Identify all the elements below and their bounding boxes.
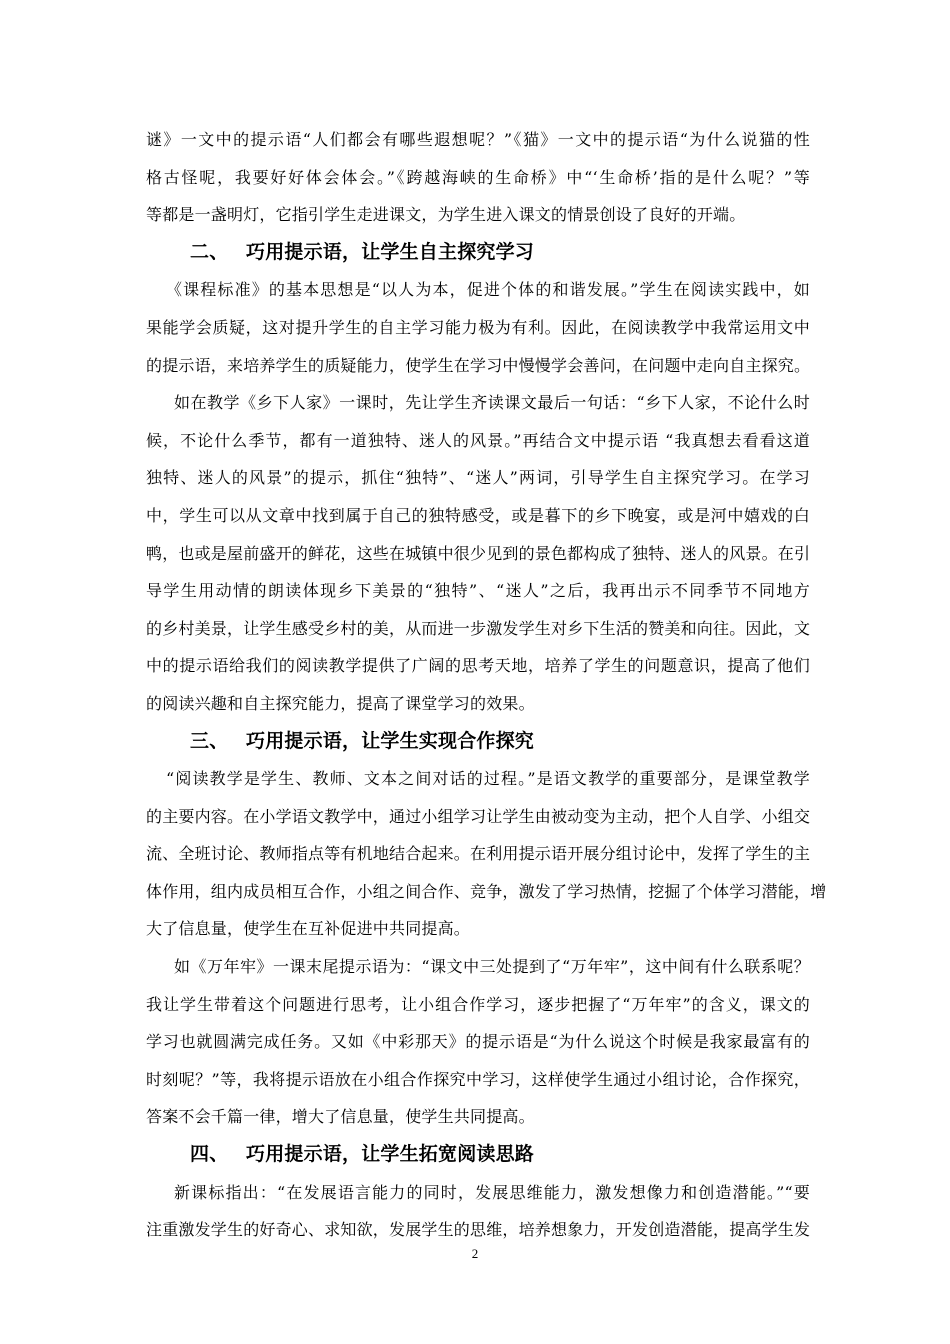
text-line: 的阅读兴趣和自主探究能力，提高了课堂学习的效果。 — [146, 693, 535, 713]
text-line: 如《万年牢》一课末尾提示语为：“课文中三处提到了“万年牢”，这中间有什么联系呢？ — [174, 957, 810, 977]
text-line: 的乡村美景，让学生感受乡村的美，从而进一步激发学生对乡下生活的赞美和向往。因此，文 — [146, 618, 811, 638]
text-line: 流、全班讨论、教师指点等有机地结合起来。在利用提示语开展分组讨论中，发挥了学生的主 — [146, 844, 811, 864]
section-heading — [146, 723, 810, 761]
section-heading — [146, 234, 810, 272]
text-line: 的主要内容。在小学语文教学中，通过小组学习让学生由被动变为主动，把个人自学、小组交 — [146, 806, 811, 826]
section-title: 巧用提示语，让学生实现合作探究 — [246, 729, 535, 752]
text-line: 中，学生可以从文章中找到属于自己的独特感受，或是暮下的乡下晚宴，或是河中嬉戏的白 — [146, 505, 810, 525]
page-body — [146, 121, 827, 1249]
text-line: 《课程标准》的基本思想是“以人为本，促进个体的和谐发展。”学生在阅读实践中，如 — [166, 280, 810, 300]
section-title: 巧用提示语，让学生拓宽阅读思路 — [246, 1143, 535, 1166]
section-number: 二、 — [190, 240, 229, 263]
text-line: 谜》一文中的提示语“人们都会有哪些遐想呢？”《猫》一文中的提示语“为什么说猫的性 — [146, 130, 810, 149]
text-line: 新课标指出：“在发展语言能力的同时，发展思维能力，激发想像力和创造潜能。”“要 — [174, 1182, 810, 1202]
text-line: 格古怪呢，我要好好体会体会。”《跨越海峡的生命桥》中“‘生命桥’指的是什么呢？”等 — [146, 167, 810, 187]
section-number: 四、 — [190, 1143, 229, 1166]
text-line: 独特、迷人的风景”的提示，抓住“独特”、“迷人”两词，引导学生自主探究学习。在学习 — [146, 468, 810, 488]
text-line: 鸭，也或是屋前盛开的鲜花，这些在城镇中很少见到的景色都构成了独特、迷人的风景。在引 — [146, 543, 811, 563]
text-line: 中的提示语给我们的阅读教学提供了广阔的思考天地，培养了学生的问题意识，提高了他们 — [146, 656, 810, 676]
text-line: 时刻呢？”等，我将提示语放在小组合作探究中学习，这样使学生通过小组讨论，合作探究， — [146, 1069, 810, 1089]
page-number: 2 — [471, 1246, 479, 1261]
text-line: 候，不论什么季节，都有一道独特、迷人的风景。”再结合文中提示语 “我真想去看看这道 — [146, 430, 810, 450]
text-line: 我让学生带着这个问题进行思考，让小组合作学习，逐步把握了“万年牢”的含义，课文的 — [146, 994, 810, 1014]
text-line: 大了信息量，使学生在互补促进中共同提高。 — [146, 919, 471, 939]
text-line: “阅读教学是学生、教师、文本之间对话的过程。”是语文教学的重要部分，是课堂教学 — [166, 769, 810, 789]
text-line: 体作用，组内成员相互合作，小组之间合作、竞争，激发了学习热情，挖掘了个体学习潜能，增 — [146, 881, 827, 901]
text-line: 学习也就圆满完成任务。又如《中彩那天》的提示语是“为什么说这个时候是我家最富有的 — [146, 1032, 810, 1052]
text-line: 果能学会质疑，这对提升学生的自主学习能力极为有利。因此，在阅读教学中我常运用文中 — [146, 317, 810, 337]
section-title: 巧用提示语，让学生自主探究学习 — [246, 240, 535, 263]
section-heading — [146, 1136, 810, 1174]
section-number: 三、 — [190, 729, 229, 752]
text-line: 导学生用动情的朗读体现乡下美景的“独特”、“迷人”之后，我再出示不同季节不同地方 — [146, 581, 810, 601]
text-line: 的提示语，来培养学生的质疑能力，使学生在学习中慢慢学会善问，在问题中走向自主探究。 — [146, 355, 811, 375]
text-line: 如在教学《乡下人家》一课时，先让学生齐读课文最后一句话：“乡下人家，不论什么时 — [174, 393, 810, 413]
text-line: 等都是一盏明灯，它指引学生走进课文，为学生进入课文的情景创设了良好的开端。 — [146, 205, 746, 225]
text-line: 答案不会千篇一律，增大了信息量，使学生共同提高。 — [146, 1107, 535, 1127]
text-line: 注重激发学生的好奇心、求知欲，发展学生的思维，培养想象力，开发创造潜能，提高学生发 — [146, 1220, 811, 1240]
